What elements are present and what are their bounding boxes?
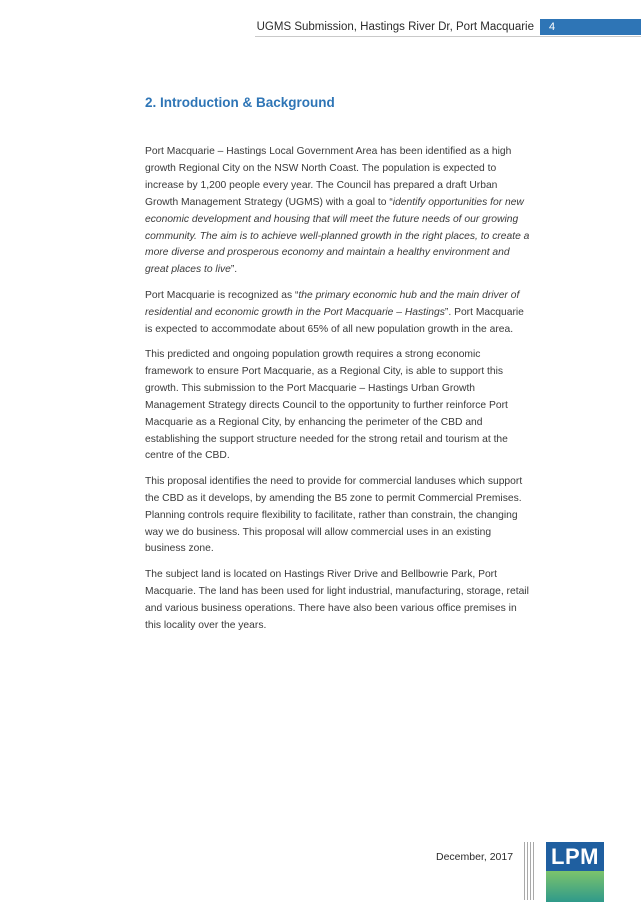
paragraph-1-quote: identify opportunities for new economic development and housing that will meet the future needs of our growing community. The aim is to achieve well-planned growth in the right places, to create a more diverse and prosperous economy and maintain a healthy environment and great places to live — [145, 196, 530, 276]
footer-date: December, 2017 — [436, 851, 514, 863]
page-number: 4 — [540, 19, 641, 35]
paragraph-1-text: Port Macquarie – Hastings Local Government Area has been identified as a high growth Regional City on the NSW North Coast. The population is expected to increase by 1,200 people every year. The Council has prepared a draft Urban Growth Management Strategy (UGMS) with a goal to “ — [145, 146, 512, 208]
logo-green-band — [546, 871, 604, 902]
lpm-logo — [546, 842, 604, 902]
paragraph-2-text: Port Macquarie is recognized as “ — [145, 289, 299, 301]
footer-divider-lines — [524, 842, 534, 900]
paragraph-2-quote: the primary economic hub and the main driver of residential and economic growth in the Port Macquarie – Hastings — [145, 289, 520, 318]
header-rule — [255, 36, 641, 37]
section-heading: 2. Introduction & Background — [145, 95, 335, 110]
paragraph-1-end: ”. — [230, 264, 238, 276]
paragraph-2 — [145, 288, 530, 339]
paragraph-2-end: ”. Port Macquarie is expected to accommodate about 65% of all new population growth in the area. — [145, 306, 524, 335]
paragraph-5: The subject land is located on Hastings River Drive and Bellbowrie Park, Port Macquarie. The land has been used for light industrial, manufacturing, storage, retail and various business operations. There have also been various office premises in this locality over the years. — [145, 568, 529, 631]
paragraph-4: This proposal identifies the need to provide for commercial landuses which support the CBD as it develops, by amending the B5 zone to permit Commercial Premises. Planning controls require flexibility to facilitate, rather than constrain, the changing way we do business. This proposal will allow commercial uses in an existing business zone. — [145, 475, 523, 555]
paragraph-3: This predicted and ongoing population growth requires a strong economic framework to ensure Port Macquarie, as a Regional City, is able to support this growth. This submission to the Port Macquarie – Hastings Urban Growth Management Strategy directs Council to the opportunity to further reinforce Port Macquarie as a Regional City, by enhancing the perimeter of the CBD and establishing the support structure needed for the strong retail and tourism at the centre of the CBD. — [145, 348, 508, 462]
paragraph-1 — [145, 144, 530, 279]
body-text — [145, 144, 530, 643]
logo-text: LPM — [546, 842, 604, 871]
page-header — [257, 18, 641, 36]
header-title: UGMS Submission, Hastings River Dr, Port Macquarie — [256, 21, 534, 33]
